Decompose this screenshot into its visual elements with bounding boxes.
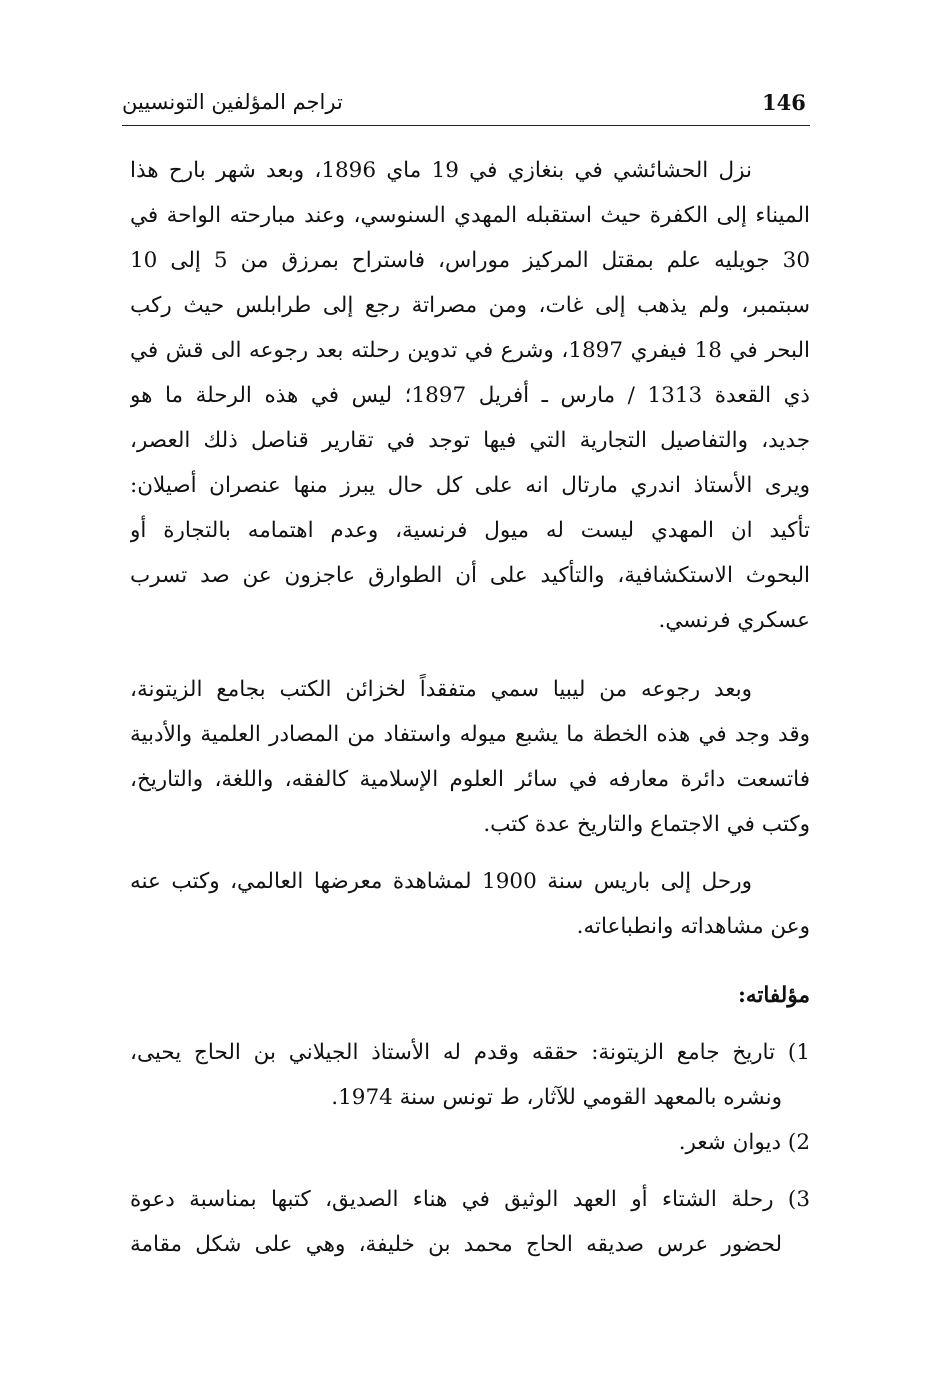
item-text: رحلة الشتاء أو العهد الوثيق في هناء الصديق، كتبها بمناسبة دعوة [130, 1187, 774, 1212]
text-line: وبعد رجوعه من ليبيا سمي متفقداً لخزائن الكتب بجامع الزيتونة، [130, 677, 752, 702]
paragraph-1 [130, 148, 810, 643]
text-line: 30 جويليه علم بمقتل المركيز موراس، فاستراح بمرزق من 5 إلى 10 [130, 248, 810, 273]
body-text [130, 148, 810, 1267]
paragraph-gap [130, 1018, 810, 1030]
running-title: تراجم المؤلفين التونسيين [122, 90, 343, 114]
works-item-2 [130, 1120, 810, 1165]
text-line: البحوث الاستكشافية، والتأكيد على أن الطوارق عاجزون عن صد تسرب [130, 563, 810, 588]
text-line: فاتسعت دائرة معارفه في سائر العلوم الإسلامية كالفقه، واللغة، والتاريخ، [130, 767, 810, 792]
text-line: وعن مشاهداته وانطباعاته. [576, 914, 810, 939]
item-text: لحضور عرس صديقه الحاج محمد بن خليفة، وهي على شكل مقامة [130, 1232, 782, 1257]
works-item-3 [130, 1177, 810, 1267]
paragraph-gap [130, 1165, 810, 1177]
text-line: ورحل إلى باريس سنة 1900 لمشاهدة معرضها العالمي، وكتب عنه [130, 869, 752, 894]
item-number: 2) [787, 1130, 810, 1155]
text-line: نزل الحشائشي في بنغازي في 19 ماي 1896، وبعد شهر بارح هذا [130, 158, 753, 183]
text-line: وقد وجد في هذه الخطة ما يشبع ميوله واستفاد من المصادر العلمية والأدبية [130, 722, 810, 747]
page-number: 146 [762, 90, 806, 115]
paragraph-gap [130, 643, 810, 667]
item-text: تاريخ جامع الزيتونة: حققه وقدم له الأستاذ الجيلاني بن الحاج يحيى، [130, 1040, 776, 1065]
paragraph-3 [130, 859, 810, 949]
text-line: الميناء إلى الكفرة حيث استقبله المهدي السنوسي، وعند مبارحته الواحة في [130, 203, 810, 228]
item-text: ديوان شعر. [678, 1130, 782, 1155]
page-header [122, 84, 806, 124]
item-number: 3) [787, 1187, 810, 1212]
text-line: عسكري فرنسي. [658, 608, 810, 633]
text-line: سبتمبر، ولم يذهب إلى غات، ومن مصراتة رجع إلى طرابلس حيث ركب [130, 293, 810, 318]
text-line: جديد، والتفاصيل التجارية التي فيها توجد في تقارير قناصل ذلك العصر، [130, 428, 810, 453]
text-line: البحر في 18 فيفري 1897، وشرع في تدوين رحلته بعد رجوعه الى قش في [130, 338, 810, 363]
text-line: وكتب في الاجتماع والتاريخ عدة كتب. [483, 812, 810, 837]
paragraph-gap [130, 949, 810, 973]
item-text: ونشره بالمعهد القومي للآثار، ط تونس سنة 1974. [331, 1085, 782, 1110]
text-line: تأكيد ان المهدي ليست له ميول فرنسية، وعدم اهتمامه بالتجارة أو [130, 518, 810, 543]
header-rule [122, 125, 810, 126]
item-number: 1) [787, 1040, 810, 1065]
paragraph-2 [130, 667, 810, 847]
paragraph-gap [130, 847, 810, 859]
text-line: ويرى الأستاذ اندري مارتال انه على كل حال يبرز منها عنصران أصيلان: [130, 473, 810, 498]
works-heading: مؤلفاته: [737, 983, 810, 1008]
works-item-1 [130, 1030, 810, 1120]
text-line: ذي القعدة 1313 / مارس ـ أفريل 1897؛ ليس في هذه الرحلة ما هو [130, 383, 810, 408]
